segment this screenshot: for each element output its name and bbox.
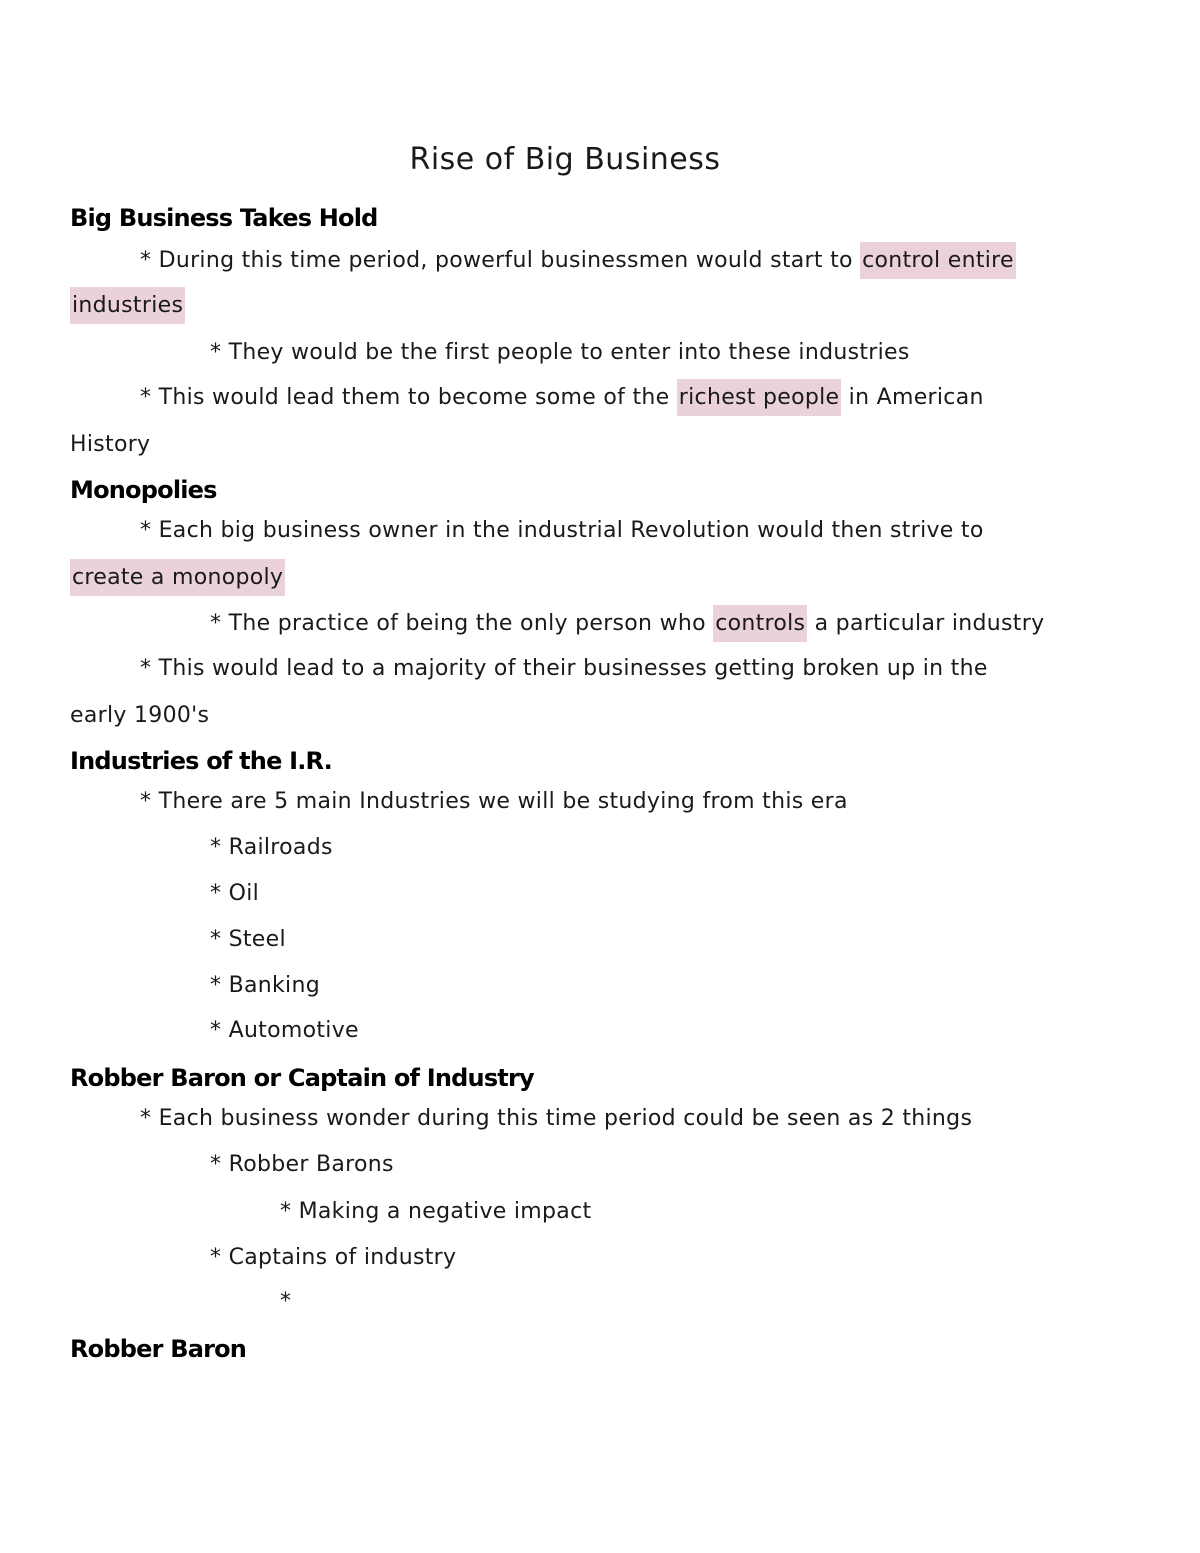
list-item-automotive: * Automotive (210, 1018, 359, 1043)
section-heading-robber-or-captain: Robber Baron or Captain of Industry (70, 1064, 534, 1092)
bullet-line: * This would lead to a majority of their businesses getting broken up in the (140, 656, 988, 681)
section-heading-big-business: Big Business Takes Hold (70, 204, 378, 232)
bullet-line-continuation (70, 563, 285, 593)
page-title: Rise of Big Business (409, 142, 721, 177)
bullet-line-continuation: early 1900's (70, 703, 210, 728)
sub-bullet-line (210, 609, 1044, 639)
highlighted-text: industries (70, 287, 185, 324)
bullet-line: * There are 5 main Industries we will be studying from this era (140, 789, 848, 814)
bullet-line-continuation (70, 291, 185, 321)
sub-bullet-captains: * Captains of industry (210, 1245, 457, 1270)
list-item-banking: * Banking (210, 973, 320, 998)
section-heading-robber-baron: Robber Baron (70, 1335, 247, 1363)
list-item-oil: * Oil (210, 881, 260, 906)
bullet-text: * This would lead them to become some of the (140, 385, 677, 410)
bullet-line (140, 383, 984, 413)
sub-bullet-robber-barons: * Robber Barons (210, 1152, 394, 1177)
bullet-line: * Each big business owner in the industrial Revolution would then strive to (140, 518, 984, 543)
highlighted-text: controls (713, 605, 807, 642)
bullet-text: a particular industry (807, 611, 1045, 636)
highlighted-text: control entire (860, 242, 1016, 279)
bullet-text: in American (841, 385, 984, 410)
sub-sub-bullet-empty: * (280, 1289, 292, 1314)
bullet-text: * The practice of being the only person who (210, 611, 714, 636)
bullet-line (140, 246, 1016, 276)
sub-sub-bullet: * Making a negative impact (280, 1199, 592, 1224)
list-item-steel: * Steel (210, 927, 286, 952)
sub-bullet-line: * They would be the first people to enter into these industries (210, 340, 910, 365)
bullet-line-continuation: History (70, 432, 151, 457)
bullet-text: * During this time period, powerful businessmen would start to (140, 248, 861, 273)
highlighted-text: richest people (677, 379, 842, 416)
bullet-line: * Each business wonder during this time period could be seen as 2 things (140, 1106, 973, 1131)
highlighted-text: create a monopoly (70, 559, 285, 596)
section-heading-industries: Industries of the I.R. (70, 747, 332, 775)
list-item-railroads: * Railroads (210, 835, 333, 860)
section-heading-monopolies: Monopolies (70, 476, 217, 504)
